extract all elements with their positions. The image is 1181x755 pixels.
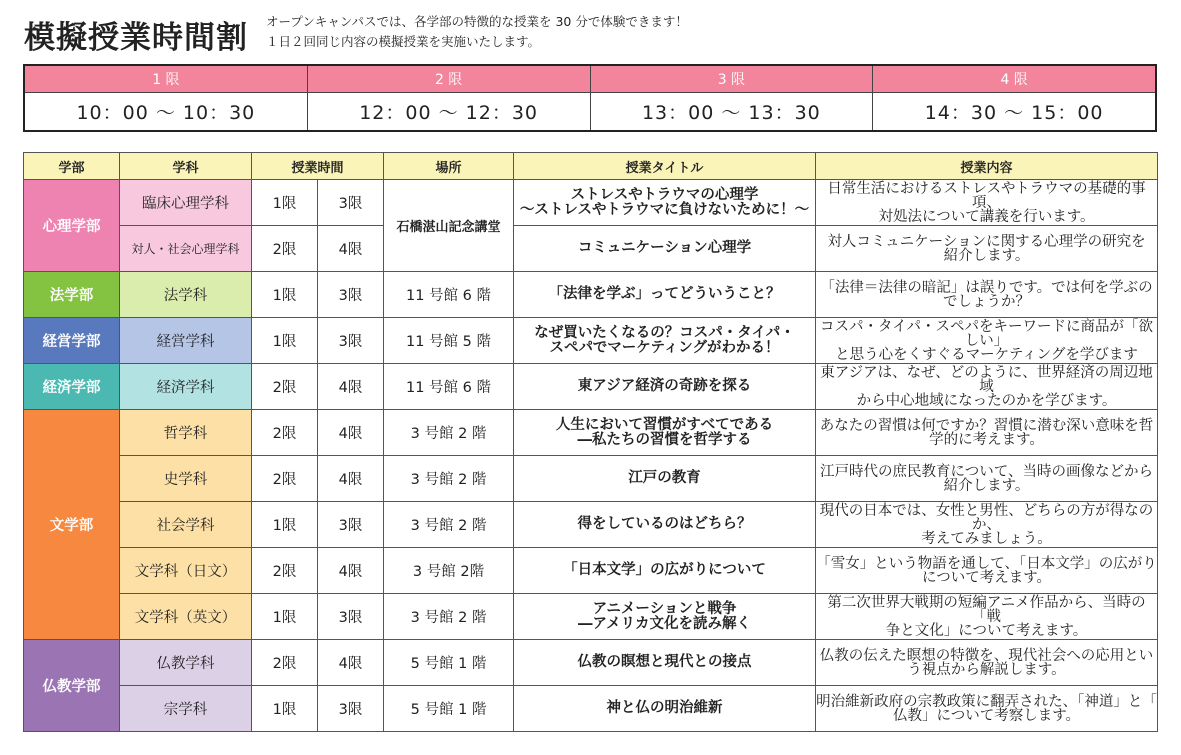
period-3	[590, 66, 873, 130]
period-second: 4限	[318, 410, 384, 456]
period-4	[872, 66, 1155, 130]
header-department: 学科	[120, 153, 252, 180]
content-line: 江戸時代の庶民教育について、当時の画像などから	[820, 463, 1153, 480]
header-class-time: 授業時間	[252, 153, 384, 180]
place-cell: 3 号館 2階	[384, 548, 514, 594]
place-cell: 3 号館 2 階	[384, 502, 514, 548]
title-cell	[514, 686, 816, 732]
intro-line-1: オープンキャンパスでは、各学部の特徴的な授業を 30 分で体験できます！	[266, 14, 688, 29]
table-row	[24, 410, 1158, 456]
period-second: 4限	[318, 640, 384, 686]
period-label: 2 限	[308, 66, 590, 93]
period-second: 3限	[318, 686, 384, 732]
period-time: 10：00 〜 10：30	[76, 102, 256, 124]
content-cell	[816, 410, 1158, 456]
period-2	[307, 66, 590, 130]
content-line: 争と文化」について考えます。	[885, 622, 1088, 639]
department-cell: 史学科	[120, 456, 252, 502]
content-line: 第二次世界大戦期の短編アニメ作品から、当時の「戦	[827, 594, 1146, 625]
title-line: ストレスやトラウマの心理学	[570, 186, 759, 203]
title-cell	[514, 410, 816, 456]
content-line: 紹介します。	[943, 247, 1030, 264]
period-first: 1限	[252, 318, 318, 364]
content-line: と思う心をくすぐるマーケティングを学びます	[835, 346, 1138, 363]
content-line: 日常生活におけるストレスやトラウマの基礎的事項、	[827, 180, 1146, 211]
title-cell	[514, 272, 816, 318]
content-line: について考えます。	[921, 569, 1052, 586]
department-cell: 臨床心理学科	[120, 180, 252, 226]
place-cell: 11 号館 6 階	[384, 364, 514, 410]
department-cell: 社会学科	[120, 502, 252, 548]
content-line: 学的に考えます。	[929, 431, 1044, 448]
table-row	[24, 594, 1158, 640]
intro-text	[266, 12, 688, 52]
table-row	[24, 456, 1158, 502]
department-cell: 仏教学科	[120, 640, 252, 686]
period-time: 13：00 〜 13：30	[641, 102, 821, 124]
faculty-law: 法学部	[24, 272, 120, 318]
table-header-row	[24, 153, 1158, 180]
title-line: スペパでマーケティングがわかる！	[549, 339, 780, 356]
content-line: 現代の日本では、女性と男性、どちらの方が得なのか、	[819, 502, 1154, 533]
content-line: 仏教」について考察します。	[892, 707, 1081, 724]
content-cell	[816, 594, 1158, 640]
content-cell	[816, 548, 1158, 594]
content-cell	[816, 502, 1158, 548]
period-second: 3限	[318, 180, 384, 226]
content-cell	[816, 456, 1158, 502]
title-line: 〜ストレスやトラウマに負けないために！〜	[519, 201, 810, 218]
header-place: 場所	[384, 153, 514, 180]
title-line: 東アジア経済の奇跡を探る	[577, 378, 752, 394]
header-class-content: 授業内容	[816, 153, 1158, 180]
title-line: 江戸の教育	[628, 470, 701, 486]
period-second: 3限	[318, 502, 384, 548]
place-cell: 3 号館 2 階	[384, 456, 514, 502]
period-second: 4限	[318, 456, 384, 502]
period-first: 1限	[252, 272, 318, 318]
page-title: 模擬授業時間割	[24, 20, 248, 56]
department-cell: 宗学科	[120, 686, 252, 732]
timetable	[23, 152, 1158, 732]
content-cell	[816, 640, 1158, 686]
title-cell	[514, 594, 816, 640]
table-row	[24, 180, 1158, 226]
period-second: 3限	[318, 272, 384, 318]
title-cell	[514, 226, 816, 272]
period-second: 4限	[318, 364, 384, 410]
content-cell	[816, 364, 1158, 410]
department-cell: 文学科（英文）	[120, 594, 252, 640]
period-first: 2限	[252, 640, 318, 686]
period-first: 2限	[252, 226, 318, 272]
title-line: コミュニケーション心理学	[577, 240, 752, 256]
content-line: 対人コミュニケーションに関する心理学の研究を	[827, 233, 1146, 250]
department-cell: 経済学科	[120, 364, 252, 410]
title-cell	[514, 318, 816, 364]
content-line: う視点から解説します。	[907, 661, 1066, 678]
period-second: 4限	[318, 226, 384, 272]
content-line: あなたの習慣は何ですか？習慣に潜む深い意味を哲	[819, 417, 1154, 434]
title-cell	[514, 456, 816, 502]
content-cell	[816, 180, 1158, 226]
period-label: 3 限	[591, 66, 873, 93]
title-cell	[514, 502, 816, 548]
faculty-economics: 経済学部	[24, 364, 120, 410]
title-line: ―私たちの習慣を哲学する	[577, 431, 752, 448]
content-cell	[816, 226, 1158, 272]
department-cell: 経営学科	[120, 318, 252, 364]
title-line: 人生において習慣がすべてである	[555, 416, 774, 433]
place-cell: 5 号館 1 階	[384, 686, 514, 732]
content-line: 「法律＝法律の暗記」は誤りです。では何を学ぶの	[820, 279, 1153, 296]
content-line: 紹介します。	[943, 477, 1030, 494]
faculty-psychology: 心理学部	[24, 180, 120, 272]
period-time: 14：30 〜 15：00	[924, 102, 1104, 124]
department-cell: 法学科	[120, 272, 252, 318]
title-line: 得をしているのはどちら？	[577, 516, 752, 532]
place-cell: 11 号館 5 階	[384, 318, 514, 364]
table-row	[24, 318, 1158, 364]
table-row	[24, 640, 1158, 686]
period-second: 3限	[318, 594, 384, 640]
content-line: 考えてみましょう。	[921, 530, 1052, 547]
period-first: 2限	[252, 548, 318, 594]
content-cell	[816, 318, 1158, 364]
table-row	[24, 502, 1158, 548]
period-second: 4限	[318, 548, 384, 594]
title-cell	[514, 548, 816, 594]
content-cell	[816, 272, 1158, 318]
place-cell: 石橋湛山記念講堂	[384, 180, 514, 272]
content-line: 明治維新政府の宗教政策に翻弄された、「神道」と「	[816, 693, 1157, 710]
period-label: 4 限	[873, 66, 1155, 93]
table-row	[24, 686, 1158, 732]
header-faculty: 学部	[24, 153, 120, 180]
faculty-buddhism: 仏教学部	[24, 640, 120, 732]
department-cell: 文学科（日文）	[120, 548, 252, 594]
period-first: 1限	[252, 180, 318, 226]
intro-line-2: １日２回同じ内容の模擬授業を実施いたします。	[266, 34, 541, 49]
content-line: コスパ・タイパ・スペパをキーワードに商品が「欲しい」	[820, 318, 1153, 349]
period-time: 12：00 〜 12：30	[359, 102, 539, 124]
period-first: 2限	[252, 364, 318, 410]
period-1	[25, 66, 307, 130]
header-class-title: 授業タイトル	[514, 153, 816, 180]
period-second: 3限	[318, 318, 384, 364]
content-line: 対処法について講義を行います。	[878, 208, 1095, 225]
content-line: から中心地域になったのかを学びます。	[856, 392, 1117, 409]
place-cell: 3 号館 2 階	[384, 410, 514, 456]
content-line: 仏教の伝えた瞑想の特徴を、現代社会への応用とい	[819, 647, 1154, 664]
place-cell: 11 号館 6 階	[384, 272, 514, 318]
title-line: 「日本文学」の広がりについて	[563, 562, 766, 578]
title-line: 「法律を学ぶ」ってどういうこと？	[548, 286, 781, 302]
period-first: 1限	[252, 686, 318, 732]
title-line: なぜ買いたくなるの？コスパ・タイパ・	[534, 324, 795, 341]
title-line: 仏教の瞑想と現代との接点	[577, 654, 752, 670]
department-cell: 対人・社会心理学科	[120, 226, 252, 272]
period-label: 1 限	[25, 66, 307, 93]
table-row	[24, 272, 1158, 318]
period-first: 1限	[252, 594, 318, 640]
title-cell	[514, 180, 816, 226]
title-line: 神と仏の明治維新	[606, 700, 723, 716]
table-row	[24, 548, 1158, 594]
title-cell	[514, 640, 816, 686]
content-line: 「雪女」という物語を通して、「日本文学」の広がり	[816, 555, 1157, 572]
content-line: 東アジアは、なぜ、どのように、世界経済の周辺地域	[820, 364, 1153, 395]
department-cell: 哲学科	[120, 410, 252, 456]
title-cell	[514, 364, 816, 410]
content-line: でしょうか？	[943, 293, 1031, 310]
period-first: 2限	[252, 456, 318, 502]
table-row	[24, 226, 1158, 272]
faculty-literature: 文学部	[24, 410, 120, 640]
period-first: 1限	[252, 502, 318, 548]
faculty-business: 経営学部	[24, 318, 120, 364]
place-cell: 3 号館 2 階	[384, 594, 514, 640]
content-cell	[816, 686, 1158, 732]
period-first: 2限	[252, 410, 318, 456]
title-line: アニメーションと戦争	[592, 600, 737, 617]
period-schedule	[23, 64, 1157, 132]
place-cell: 5 号館 1 階	[384, 640, 514, 686]
title-line: ―アメリカ文化を読み解く	[578, 615, 751, 632]
table-row	[24, 364, 1158, 410]
